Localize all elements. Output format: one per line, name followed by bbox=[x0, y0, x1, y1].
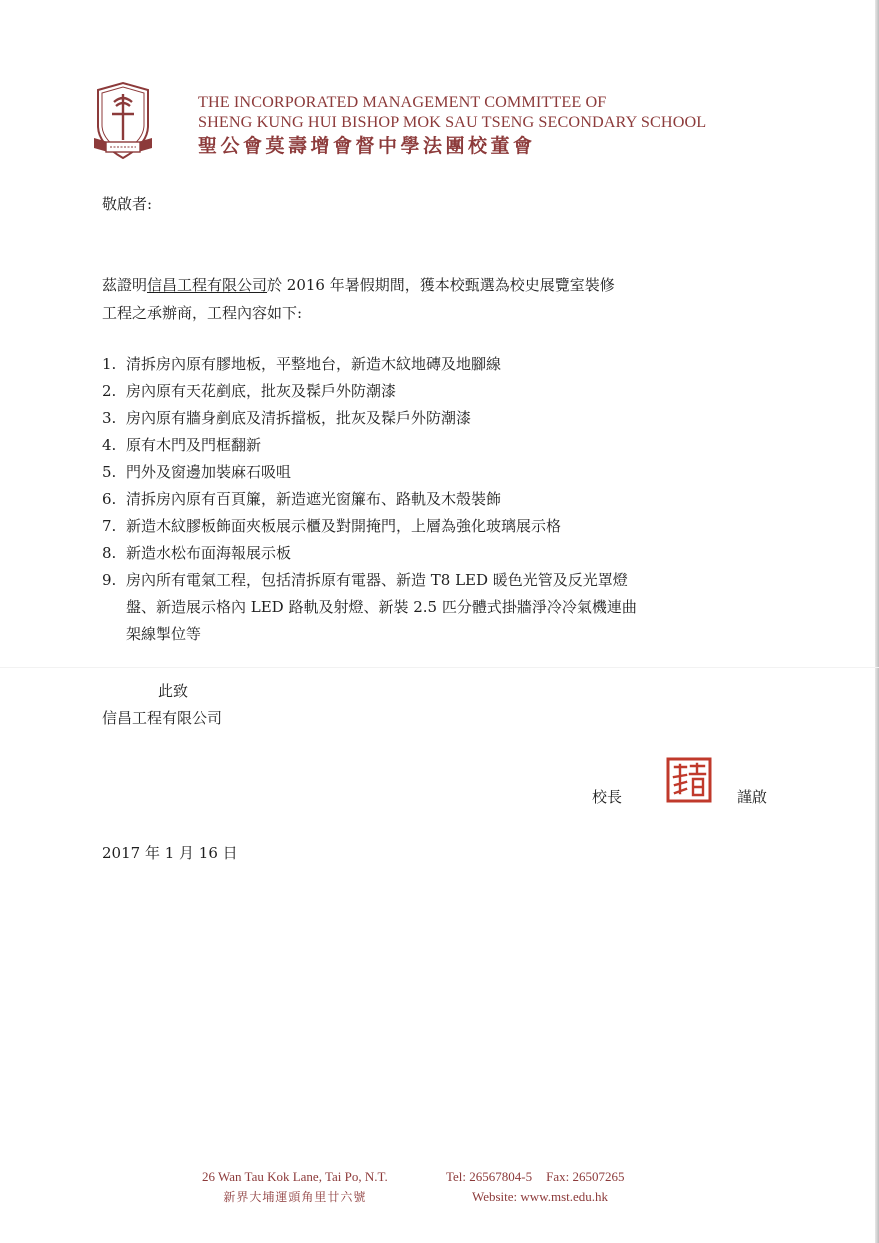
list-item bbox=[102, 621, 782, 648]
list-item-text: 清拆房內原有百頁簾，新造遮光窗簾布、路軌及木殼裝飾 bbox=[126, 490, 502, 508]
list-item bbox=[102, 405, 782, 432]
footer-address bbox=[202, 1167, 388, 1207]
list-item-number: 7. bbox=[102, 517, 117, 535]
letterhead-name-zh: 聖公會莫壽增會督中學法團校董會 bbox=[198, 135, 536, 157]
list-item-text: 新造水松布面海報展示板 bbox=[126, 544, 292, 562]
list-item bbox=[102, 351, 782, 378]
intro-paragraph bbox=[102, 271, 782, 327]
page-edge-shadow bbox=[875, 0, 879, 1243]
list-item-number: 9. bbox=[102, 571, 117, 589]
list-item-text: 盤、新造展示格內 LED 路軌及射燈、新裝 2.5 匹分體式掛牆淨冷冷氣機連曲 bbox=[126, 598, 637, 616]
list-item-text: 新造木紋膠板飾面夾板展示櫃及對開掩門，上層為強化玻璃展示格 bbox=[126, 517, 562, 535]
list-item-text: 清拆房內原有膠地板，平整地台，新造木紋地磚及地腳線 bbox=[126, 355, 502, 373]
school-crest-logo bbox=[92, 80, 154, 164]
list-item bbox=[102, 540, 782, 567]
footer-address-zh: 新界大埔運頭角里廿六號 bbox=[223, 1190, 367, 1204]
scan-fold-line bbox=[0, 667, 879, 668]
list-item-text: 房內原有牆身剷底及清拆擋板，批灰及髹戶外防潮漆 bbox=[126, 409, 472, 427]
list-item-number: 5. bbox=[102, 463, 117, 481]
intro-prefix: 茲證明 bbox=[102, 276, 148, 294]
list-item-text: 房內所有電氣工程，包括清拆原有電器、新造 T8 LED 暖色光管及反光罩燈 bbox=[126, 571, 628, 589]
list-item bbox=[102, 594, 782, 621]
list-item-text: 架線掣位等 bbox=[126, 625, 202, 643]
letterhead-name-en-2: SHENG KUNG HUI BISHOP MOK SAU TSENG SECONDARY SCHOOL bbox=[198, 113, 707, 131]
intro-suffix: 於 2016 年暑假期間，獲本校甄選為校史展覽室裝修 bbox=[267, 276, 615, 294]
list-item bbox=[102, 378, 782, 405]
list-item-number: 1. bbox=[102, 355, 117, 373]
list-item-number: 2. bbox=[102, 382, 117, 400]
letterhead-name-en-1: THE INCORPORATED MANAGEMENT COMMITTEE OF bbox=[198, 93, 607, 111]
footer-contact bbox=[446, 1167, 624, 1207]
list-item-text: 房內原有天花剷底，批灰及髹戶外防潮漆 bbox=[126, 382, 397, 400]
list-item-number: 4. bbox=[102, 436, 117, 454]
list-item bbox=[102, 486, 782, 513]
list-item-number: 6. bbox=[102, 490, 117, 508]
list-item-number bbox=[102, 621, 126, 648]
intro-company-name: 信昌工程有限公司 bbox=[147, 276, 268, 294]
letter-date: 2017 年 1 月 16 日 bbox=[102, 844, 238, 862]
list-item bbox=[102, 567, 782, 594]
closing: 此致 bbox=[158, 682, 189, 700]
list-item-number: 8. bbox=[102, 544, 117, 562]
list-item-text: 原有木門及門框翻新 bbox=[126, 436, 262, 454]
signer-title: 校長 bbox=[592, 788, 623, 806]
principal-seal-stamp bbox=[666, 757, 712, 803]
intro-line-2: 工程之承辦商，工程內容如下: bbox=[102, 304, 303, 322]
work-items-list bbox=[102, 351, 782, 648]
salutation: 敬啟者: bbox=[102, 195, 153, 213]
footer-tel: Tel: 26567804-5 bbox=[446, 1169, 533, 1184]
footer-address-en: 26 Wan Tau Kok Lane, Tai Po, N.T. bbox=[202, 1169, 388, 1184]
recipient: 信昌工程有限公司 bbox=[102, 709, 223, 727]
list-item bbox=[102, 513, 782, 540]
respect-closing: 謹啟 bbox=[737, 788, 768, 806]
footer-website: Website: www.mst.edu.hk bbox=[472, 1189, 609, 1204]
intro-line-1 bbox=[102, 271, 782, 299]
letterhead bbox=[198, 92, 706, 159]
list-item-number: 3. bbox=[102, 409, 117, 427]
list-item-text: 門外及窗邊加裝麻石吸咀 bbox=[126, 463, 292, 481]
list-item bbox=[102, 459, 782, 486]
list-item-number bbox=[102, 594, 126, 621]
list-item bbox=[102, 432, 782, 459]
footer-fax: Fax: 26507265 bbox=[546, 1169, 625, 1184]
